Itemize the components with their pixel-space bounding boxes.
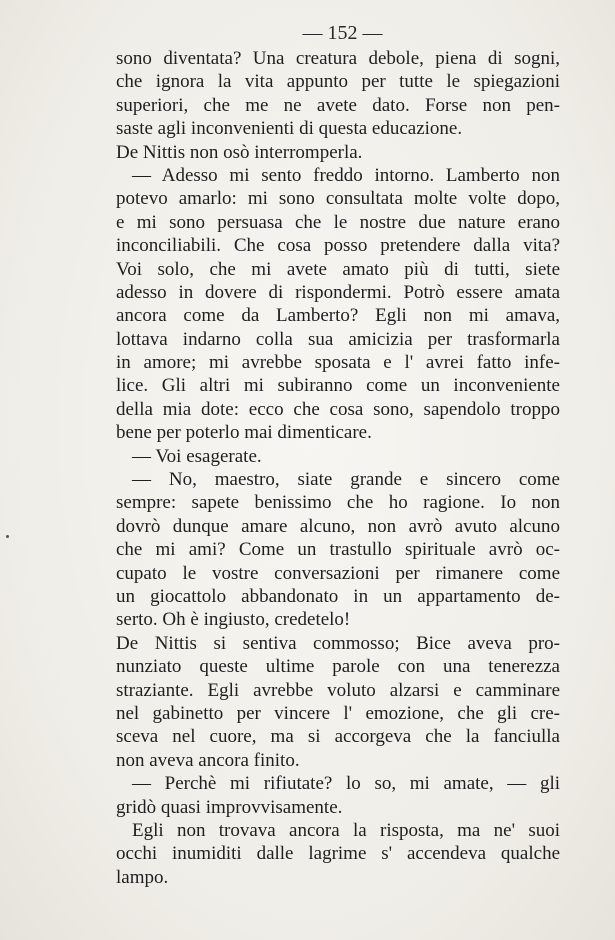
body-text <box>116 47 560 889</box>
text-line: un giocattolo abbandonato in un appartamento de- <box>116 585 560 607</box>
text-line: De Nittis non osò interromperla. <box>116 141 363 163</box>
text-line: — No, maestro, siate grande e sincero come <box>132 469 560 491</box>
text-line: potevo amarlo: mi sono consultata molte volte dopo, <box>116 188 560 210</box>
text-line: sceva nel cuore, ma si accorgeva che la fanciulla <box>116 726 560 748</box>
text-line: De Nittis si sentiva commosso; Bice aveva pro- <box>116 632 560 654</box>
page-number: — 152 — <box>302 22 383 44</box>
text-line: che mi ami? Come un trastullo spirituale avrò oc- <box>116 539 560 561</box>
text-line: — Adesso mi sento freddo intorno. Lamberto non <box>132 164 560 186</box>
text-line: saste agli inconvenienti di questa educazione. <box>116 118 463 140</box>
text-line: della mia dote: ecco che cosa sono, sapendolo troppo <box>116 398 560 420</box>
text-line: serto. Oh è ingiusto, credetelo! <box>116 609 351 631</box>
text-line: adesso in dovere di rispondermi. Potrò essere amata <box>116 281 560 303</box>
text-line: occhi inumiditi dalle lagrime s' accendeva qualche <box>116 843 560 865</box>
text-line: che ignora la vita appunto per tutte le spiegazioni <box>116 71 560 93</box>
text-line: sempre: sapete benissimo che ho ragione. Io non <box>116 492 560 514</box>
text-line: nunziato queste ultime parole con una tenerezza <box>116 656 560 678</box>
text-line: lice. Gli altri mi subiranno come un inconveniente <box>116 375 560 397</box>
text-line: sono diventata? Una creatura debole, piena di sogni, <box>116 48 560 69</box>
text-line: bene per poterlo mai dimenticare. <box>116 422 372 444</box>
text-line: lottava indarno colla sua amicizia per trasformarla <box>116 328 560 350</box>
text-line: dovrò dunque amare alcuno, non avrò avuto alcuno <box>116 515 560 537</box>
text-line: nel gabinetto per vincere l' emozione, che gli cre- <box>116 702 560 724</box>
text-line: in amore; mi avrebbe sposata e l' avrei fatto infe- <box>116 352 560 374</box>
text-line: — Perchè mi rifiutate? lo so, mi amate, — gli <box>132 773 560 795</box>
text-line: Egli non trovava ancora la risposta, ma ne' suoi <box>132 819 560 841</box>
text-line: straziante. Egli avrebbe voluto alzarsi e camminare <box>116 679 560 701</box>
text-line: — Voi esagerate. <box>132 445 262 467</box>
text-line: cupato le vostre conversazioni per rimanere come <box>116 562 560 584</box>
text-line: Voi solo, che mi avete amato più di tutti, siete <box>116 258 560 280</box>
text-line: lampo. <box>116 866 169 888</box>
text-line: superiori, che me ne avete dato. Forse non pen- <box>116 94 560 116</box>
text-line: non aveva ancora finito. <box>116 749 300 771</box>
paper-speck <box>6 535 9 538</box>
text-line: inconciliabili. Che cosa posso pretendere dalla vita? <box>116 235 560 257</box>
text-line: ancora come da Lamberto? Egli non mi amava, <box>116 305 560 327</box>
text-line: e mi sono persuasa che le nostre due nature erano <box>116 211 560 233</box>
text-line: gridò quasi improvvisamente. <box>116 796 343 818</box>
